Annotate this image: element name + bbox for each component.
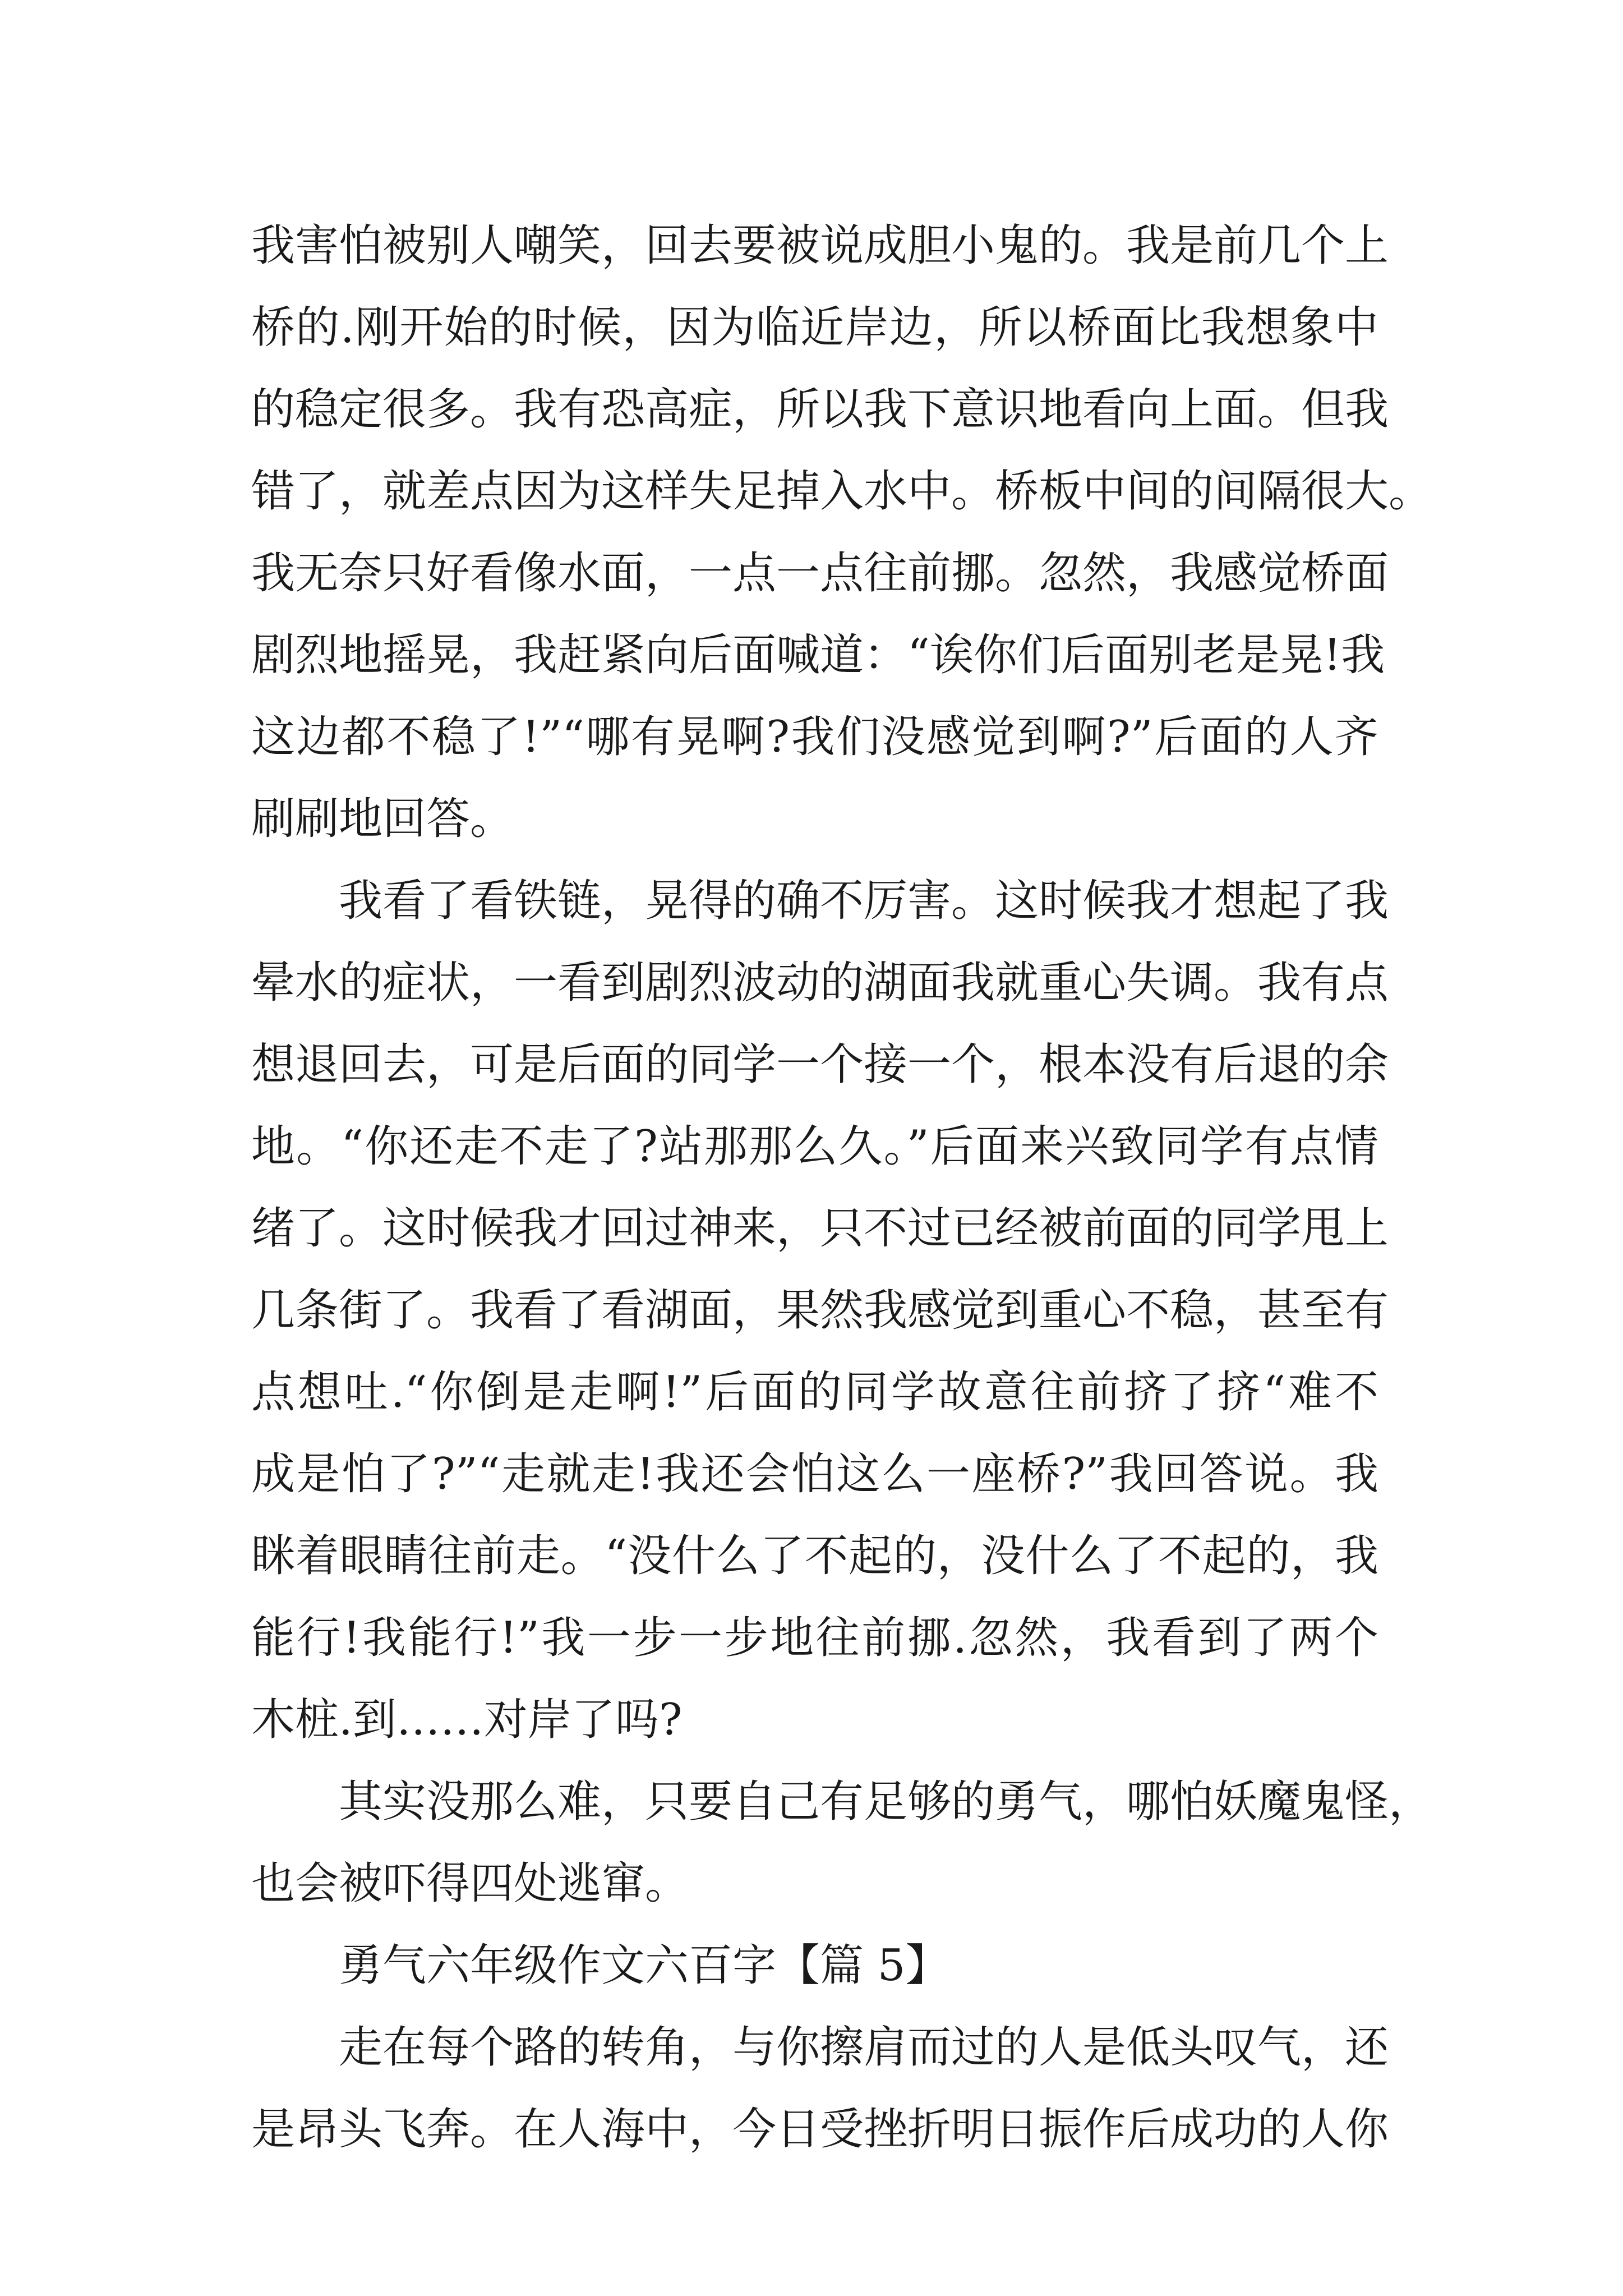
text-line: 成是怕了?”“走就走!我还会怕这么一座桥?”我回答说。我: [251, 1449, 1378, 1499]
text-line: 地。“你还走不走了?站那那么久。”后面来兴致同学有点情: [251, 1121, 1378, 1172]
text-line: 想退回去，可是后面的同学一个接一个，根本没有后退的余: [251, 1039, 1389, 1090]
text-line: 刷刷地回答。: [251, 794, 514, 844]
text-line: 我看了看铁链，晃得的确不厉害。这时候我才想起了我: [339, 876, 1389, 926]
text-line: 剧烈地摇晃，我赶紧向后面喊道：“诶你们后面别老是晃!我: [251, 630, 1385, 680]
text-line: 晕水的症状，一看到剧烈波动的湖面我就重心失调。我有点: [251, 958, 1389, 1008]
text-line: 绪了。这时候我才回过神来，只不过已经被前面的同学甩上: [251, 1203, 1389, 1254]
text-line: 我害怕被别人嘲笑，回去要被说成胆小鬼的。我是前几个上: [251, 220, 1389, 271]
text-line: 走在每个路的转角，与你擦肩而过的人是低头叹气，还: [339, 2022, 1389, 2073]
document-body: [251, 205, 1433, 2170]
text-line: 几条街了。我看了看湖面，果然我感觉到重心不稳，甚至有: [251, 1285, 1389, 1336]
text-line: 木桩.到……对岸了吗?: [251, 1695, 683, 1745]
text-line: 桥的.刚开始的时候，因为临近岸边，所以桥面比我想象中: [251, 302, 1378, 353]
text-line: 点想吐.“你倒是走啊!”后面的同学故意往前挤了挤“难不: [251, 1367, 1378, 1418]
text-line: 这边都不稳了!”“哪有晃啊?我们没感觉到啊?”后面的人齐: [251, 712, 1378, 762]
text-line: 其实没那么难，只要自己有足够的勇气，哪怕妖魔鬼怪，: [339, 1777, 1433, 1827]
text-line: 是昂头飞奔。在人海中，今日受挫折明日振作后成功的人你: [251, 2104, 1389, 2155]
text-line: 我无奈只好看像水面，一点一点往前挪。忽然，我感觉桥面: [251, 548, 1389, 599]
text-line: 也会被吓得四处逃窜。: [251, 1858, 689, 1909]
text-line: 错了，就差点因为这样失足掉入水中。桥板中间的间隔很大。: [251, 466, 1433, 517]
text-line: 能行!我能行!”我一步一步地往前挪.忽然，我看到了两个: [251, 1613, 1378, 1663]
section-heading: 勇气六年级作文六百字【篇 5】: [339, 1940, 949, 1991]
text-line: 的稳定很多。我有恐高症，所以我下意识地看向上面。但我: [251, 384, 1389, 435]
text-line: 眯着眼睛往前走。“没什么了不起的，没什么了不起的，我: [251, 1531, 1378, 1581]
